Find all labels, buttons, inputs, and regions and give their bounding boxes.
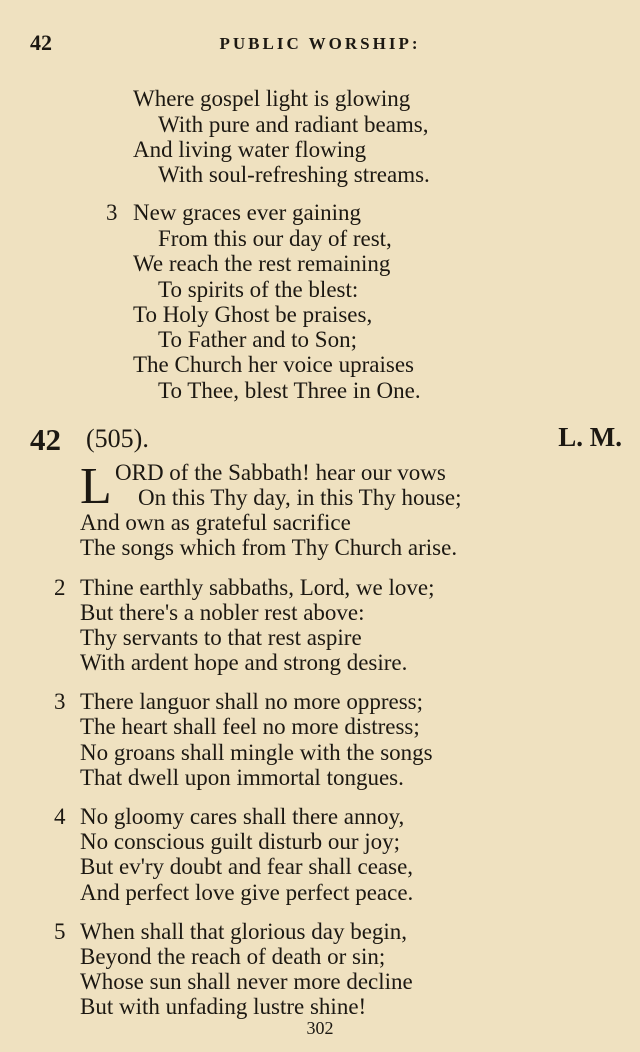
hymn-meter: L. M. [558, 422, 622, 452]
hymn-number: 42 [30, 422, 61, 457]
verse-line: Whose sun shall never more decline [80, 969, 413, 994]
stanza-number: 3 [54, 689, 66, 714]
verse-line: Thy servants to that rest aspire [80, 625, 362, 650]
verse-line: No conscious guilt disturb our joy; [80, 829, 401, 854]
hymn-heading [30, 422, 622, 458]
page-number: 42 [30, 30, 52, 55]
verse-line: To Father and to Son; [158, 327, 357, 352]
verse-line: To spirits of the blest: [158, 277, 359, 302]
verse-line: The heart shall feel no more distress; [80, 714, 420, 739]
verse-line: No gloomy cares shall there annoy, [80, 804, 405, 829]
verse-line: And living water flowing [133, 137, 367, 162]
verse-line: With soul-refreshing streams. [158, 162, 430, 187]
verse-line: The Church her voice upraises [133, 352, 415, 377]
verse-line: From this our day of rest, [158, 226, 392, 251]
drop-cap: L [80, 458, 112, 515]
folio-number: 302 [306, 1018, 334, 1038]
stanza-number: 5 [54, 919, 66, 944]
stanza-number: 3 [106, 200, 118, 225]
verse-line: And perfect love give perfect peace. [80, 880, 414, 905]
verse-line: That dwell upon immortal tongues. [80, 765, 404, 790]
verse-line: With ardent hope and strong desire. [80, 650, 408, 675]
verse-line: To Thee, blest Three in One. [158, 378, 421, 403]
verse-line: There languor shall no more oppress; [80, 689, 423, 714]
verse-line: Where gospel light is glowing [133, 86, 411, 111]
verse-line: To Holy Ghost be praises, [133, 302, 373, 327]
verse-line: With pure and radiant beams, [158, 112, 429, 137]
page-header [30, 30, 610, 60]
verse-line: On this Thy day, in this Thy house; [138, 485, 462, 510]
verse-line: Thine earthly sabbaths, Lord, we love; [80, 575, 435, 600]
verse-line: New graces ever gaining [133, 200, 361, 225]
stanza-number: 2 [54, 575, 66, 600]
verse-line: We reach the rest remaining [133, 251, 391, 276]
verse-line: ORD of the Sabbath! hear our vows [115, 460, 446, 485]
verse-line: No groans shall mingle with the songs [80, 740, 433, 765]
verse-line: But with unfading lustre shine! [80, 994, 367, 1019]
verse-line: And own as grateful sacrifice [80, 510, 351, 535]
verse-line: But there's a nobler rest above: [80, 600, 365, 625]
verse-line: But ev'ry doubt and fear shall cease, [80, 854, 414, 879]
running-title: PUBLIC WORSHIP: [219, 34, 421, 53]
hymn-reference: (505). [86, 424, 149, 453]
verse-line: The songs which from Thy Church arise. [80, 535, 458, 560]
verse-line: When shall that glorious day begin, [80, 919, 408, 944]
stanza-number: 4 [54, 804, 66, 829]
verse-line: Beyond the reach of death or sin; [80, 944, 386, 969]
